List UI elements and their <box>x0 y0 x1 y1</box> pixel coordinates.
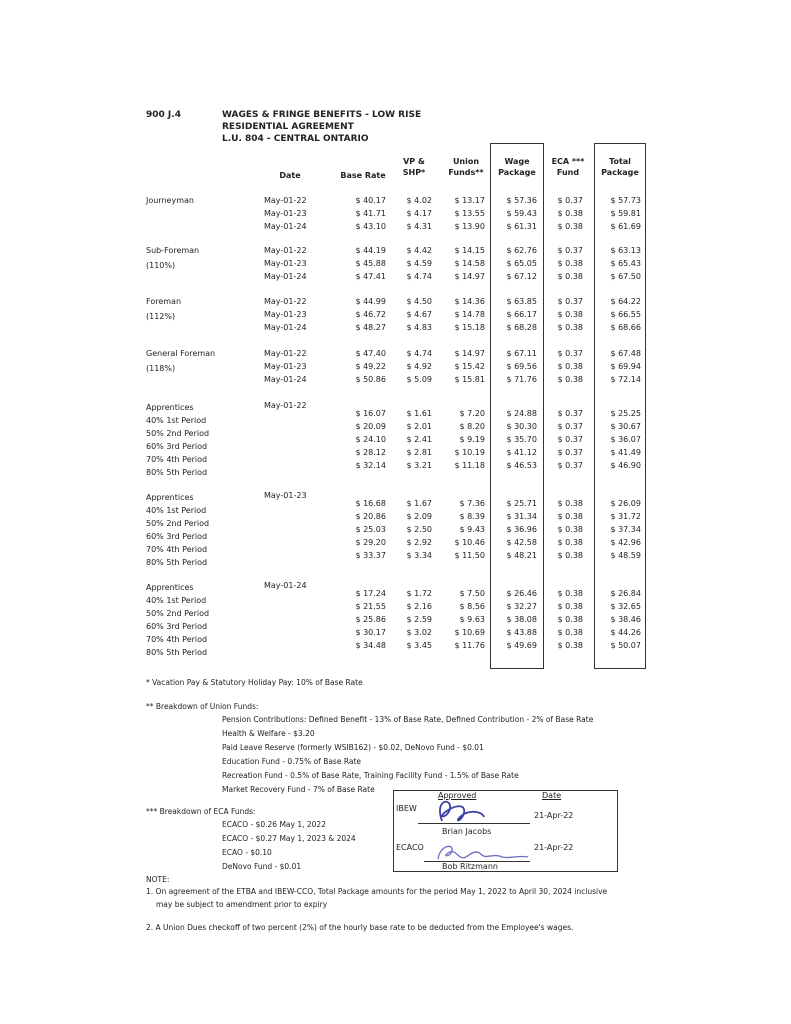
cell-vp: $ 2.50 <box>406 525 432 534</box>
cell-base: $ 41.71 <box>355 209 386 218</box>
row-date: May-01-24 <box>264 323 307 332</box>
row-date: May-01-23 <box>264 209 307 218</box>
cell-eca: $ 0.38 <box>557 628 583 637</box>
cell-base: $ 50.86 <box>355 375 386 384</box>
cell-wp: $ 42.58 <box>506 538 537 547</box>
row-date: May-01-24 <box>264 222 307 231</box>
cell-uf: $ 8.56 <box>459 602 485 611</box>
cell-vp: $ 3.21 <box>406 461 432 470</box>
cell-uf: $ 13.55 <box>454 209 485 218</box>
cell-tp: $ 42.96 <box>610 538 641 547</box>
cell-vp: $ 4.92 <box>406 362 432 371</box>
cell-eca: $ 0.37 <box>557 435 583 444</box>
cell-vp: $ 4.42 <box>406 246 432 255</box>
apprentice-period: 80% 5th Period <box>146 468 208 477</box>
cell-base: $ 44.99 <box>355 297 386 306</box>
note-title: NOTE: <box>146 875 170 884</box>
apprentice-date: May-01-24 <box>264 581 307 590</box>
union-fund-line: Market Recovery Fund - 7% of Base Rate <box>222 785 375 794</box>
cell-base: $ 25.03 <box>355 525 386 534</box>
cell-tp: $ 57.73 <box>610 196 641 205</box>
cell-vp: $ 2.16 <box>406 602 432 611</box>
cell-uf: $ 14.97 <box>454 349 485 358</box>
cell-vp: $ 1.61 <box>406 409 432 418</box>
apprentice-period: 70% 4th Period <box>146 545 208 554</box>
cell-tp: $ 69.94 <box>610 362 641 371</box>
cell-tp: $ 32.65 <box>610 602 641 611</box>
cell-eca: $ 0.37 <box>557 422 583 431</box>
eca-fund-line: ECACO - $0.26 May 1, 2022 <box>222 820 326 829</box>
ibew-signature <box>424 795 534 829</box>
cell-eca: $ 0.38 <box>557 589 583 598</box>
cell-uf: $ 11.76 <box>454 641 485 650</box>
col-base-rate: Base Rate <box>340 171 386 180</box>
cell-tp: $ 65.43 <box>610 259 641 268</box>
cell-wp: $ 49.69 <box>506 641 537 650</box>
col-wage-line2: Package <box>498 168 536 177</box>
ibew-label: IBEW <box>396 804 417 813</box>
cell-wp: $ 25.71 <box>506 499 537 508</box>
cell-wp: $ 66.17 <box>506 310 537 319</box>
cell-eca: $ 0.37 <box>557 448 583 457</box>
group-label: General Foreman <box>146 349 216 358</box>
cell-wp: $ 31.34 <box>506 512 537 521</box>
cell-vp: $ 3.02 <box>406 628 432 637</box>
footnote-vacation: * Vacation Pay & Statutory Holiday Pay: 10% of Base Rate <box>146 678 363 687</box>
cell-vp: $ 2.09 <box>406 512 432 521</box>
cell-vp: $ 5.09 <box>406 375 432 384</box>
cell-eca: $ 0.37 <box>557 246 583 255</box>
cell-wp: $ 36.96 <box>506 525 537 534</box>
cell-wp: $ 61.31 <box>506 222 537 231</box>
cell-vp: $ 4.59 <box>406 259 432 268</box>
footnote-union-title: ** Breakdown of Union Funds: <box>146 702 259 711</box>
document-title-line-3: L.U. 804 - CENTRAL ONTARIO <box>222 134 369 144</box>
apprentice-period: 40% 1st Period <box>146 416 207 425</box>
cell-uf: $ 9.43 <box>459 525 485 534</box>
cell-base: $ 43.10 <box>355 222 386 231</box>
cell-eca: $ 0.38 <box>557 362 583 371</box>
cell-uf: $ 10.46 <box>454 538 485 547</box>
cell-tp: $ 46.90 <box>610 461 641 470</box>
cell-tp: $ 37.34 <box>610 525 641 534</box>
apprentice-period: 50% 2nd Period <box>146 429 210 438</box>
cell-wp: $ 59.43 <box>506 209 537 218</box>
cell-base: $ 48.27 <box>355 323 386 332</box>
cell-base: $ 49.22 <box>355 362 386 371</box>
cell-wp: $ 68.28 <box>506 323 537 332</box>
cell-base: $ 28.12 <box>355 448 386 457</box>
cell-base: $ 32.14 <box>355 461 386 470</box>
cell-vp: $ 3.45 <box>406 641 432 650</box>
approval-box <box>393 790 618 872</box>
cell-base: $ 24.10 <box>355 435 386 444</box>
cell-vp: $ 4.50 <box>406 297 432 306</box>
row-date: May-01-23 <box>264 362 307 371</box>
cell-uf: $ 14.97 <box>454 272 485 281</box>
col-total-line2: Package <box>601 168 639 177</box>
cell-uf: $ 14.15 <box>454 246 485 255</box>
row-date: May-01-24 <box>264 272 307 281</box>
cell-uf: $ 13.17 <box>454 196 485 205</box>
ibew-date: 21-Apr-22 <box>534 811 574 820</box>
apprentice-date: May-01-22 <box>264 401 307 410</box>
cell-eca: $ 0.38 <box>557 602 583 611</box>
cell-wp: $ 71.76 <box>506 375 537 384</box>
cell-eca: $ 0.38 <box>557 259 583 268</box>
group-label: Sub-Foreman <box>146 246 200 255</box>
cell-wp: $ 46.53 <box>506 461 537 470</box>
cell-uf: $ 7.20 <box>459 409 485 418</box>
col-vp-line2: SHP* <box>402 168 426 177</box>
col-union-line1: Union <box>452 157 480 166</box>
cell-uf: $ 14.36 <box>454 297 485 306</box>
cell-tp: $ 67.48 <box>610 349 641 358</box>
cell-wp: $ 30.30 <box>506 422 537 431</box>
cell-uf: $ 13.90 <box>454 222 485 231</box>
col-union-line2: Funds** <box>448 168 484 177</box>
row-date: May-01-22 <box>264 297 307 306</box>
cell-eca: $ 0.38 <box>557 615 583 624</box>
cell-eca: $ 0.37 <box>557 196 583 205</box>
cell-tp: $ 61.69 <box>610 222 641 231</box>
cell-eca: $ 0.38 <box>557 551 583 560</box>
apprentice-label: Apprentices <box>146 583 194 592</box>
cell-base: $ 16.68 <box>355 499 386 508</box>
cell-base: $ 45.88 <box>355 259 386 268</box>
union-fund-line: Education Fund - 0.75% of Base Rate <box>222 757 362 766</box>
row-date: May-01-23 <box>264 259 307 268</box>
row-date: May-01-22 <box>264 349 307 358</box>
cell-base: $ 20.09 <box>355 422 386 431</box>
col-eca-line1: ECA *** <box>551 157 585 166</box>
col-total-line1: Total <box>609 157 631 166</box>
apprentice-period: 50% 2nd Period <box>146 609 210 618</box>
cell-eca: $ 0.37 <box>557 461 583 470</box>
cell-tp: $ 68.66 <box>610 323 641 332</box>
cell-eca: $ 0.38 <box>557 323 583 332</box>
cell-wp: $ 41.12 <box>506 448 537 457</box>
cell-tp: $ 48.59 <box>610 551 641 560</box>
eca-fund-line: DeNovo Fund - $0.01 <box>222 862 302 871</box>
apprentice-period: 70% 4th Period <box>146 455 208 464</box>
cell-vp: $ 2.81 <box>406 448 432 457</box>
cell-vp: $ 4.67 <box>406 310 432 319</box>
cell-tp: $ 25.25 <box>610 409 641 418</box>
cell-tp: $ 50.07 <box>610 641 641 650</box>
cell-wp: $ 65.05 <box>506 259 537 268</box>
cell-base: $ 46.72 <box>355 310 386 319</box>
row-date: May-01-22 <box>264 196 307 205</box>
cell-tp: $ 66.55 <box>610 310 641 319</box>
cell-base: $ 33.37 <box>355 551 386 560</box>
cell-tp: $ 41.49 <box>610 448 641 457</box>
cell-tp: $ 38.46 <box>610 615 641 624</box>
cell-base: $ 29.20 <box>355 538 386 547</box>
cell-vp: $ 1.72 <box>406 589 432 598</box>
cell-eca: $ 0.38 <box>557 375 583 384</box>
union-fund-line: Health & Welfare - $3.20 <box>222 729 315 738</box>
group-label: Foreman <box>146 297 182 306</box>
cell-tp: $ 67.50 <box>610 272 641 281</box>
cell-wp: $ 48.21 <box>506 551 537 560</box>
cell-uf: $ 8.20 <box>459 422 485 431</box>
cell-wp: $ 32.27 <box>506 602 537 611</box>
ecaco-date: 21-Apr-22 <box>534 843 574 852</box>
apprentice-period: 60% 3rd Period <box>146 622 208 631</box>
cell-eca: $ 0.38 <box>557 538 583 547</box>
cell-vp: $ 4.74 <box>406 272 432 281</box>
row-date: May-01-24 <box>264 375 307 384</box>
cell-base: $ 16.07 <box>355 409 386 418</box>
cell-wp: $ 57.36 <box>506 196 537 205</box>
group-sublabel: (118%) <box>146 364 176 373</box>
date-heading: Date <box>542 791 562 800</box>
cell-eca: $ 0.38 <box>557 310 583 319</box>
ibew-signatory-name: Brian Jacobs <box>442 827 492 836</box>
cell-base: $ 47.41 <box>355 272 386 281</box>
cell-eca: $ 0.38 <box>557 209 583 218</box>
cell-wp: $ 63.85 <box>506 297 537 306</box>
cell-wp: $ 26.46 <box>506 589 537 598</box>
col-date: Date <box>279 171 301 180</box>
cell-uf: $ 15.18 <box>454 323 485 332</box>
cell-uf: $ 11.50 <box>454 551 485 560</box>
apprentice-label: Apprentices <box>146 493 194 502</box>
cell-wp: $ 67.12 <box>506 272 537 281</box>
apprentice-period: 50% 2nd Period <box>146 519 210 528</box>
cell-uf: $ 15.42 <box>454 362 485 371</box>
apprentice-period: 60% 3rd Period <box>146 442 208 451</box>
cell-vp: $ 1.67 <box>406 499 432 508</box>
cell-vp: $ 2.41 <box>406 435 432 444</box>
group-label: Journeyman <box>146 196 194 205</box>
cell-uf: $ 14.78 <box>454 310 485 319</box>
cell-tp: $ 44.26 <box>610 628 641 637</box>
cell-eca: $ 0.38 <box>557 525 583 534</box>
cell-tp: $ 31.72 <box>610 512 641 521</box>
cell-uf: $ 9.63 <box>459 615 485 624</box>
cell-uf: $ 7.50 <box>459 589 485 598</box>
apprentice-period: 80% 5th Period <box>146 648 208 657</box>
cell-vp: $ 2.92 <box>406 538 432 547</box>
cell-wp: $ 67.11 <box>506 349 537 358</box>
cell-vp: $ 3.34 <box>406 551 432 560</box>
note-1: 1. On agreement of the ETBA and IBEW-CCO, Total Package amounts for the period May 1, 2022 to April 30, 2024 inclusive <box>146 887 608 896</box>
cell-vp: $ 2.59 <box>406 615 432 624</box>
footnote-eca-title: *** Breakdown of ECA Funds: <box>146 807 256 816</box>
cell-uf: $ 10.19 <box>454 448 485 457</box>
row-date: May-01-22 <box>264 246 307 255</box>
cell-uf: $ 10.69 <box>454 628 485 637</box>
cell-tp: $ 59.81 <box>610 209 641 218</box>
cell-base: $ 17.24 <box>355 589 386 598</box>
cell-vp: $ 4.74 <box>406 349 432 358</box>
ecaco-label: ECACO <box>396 843 424 852</box>
cell-tp: $ 64.22 <box>610 297 641 306</box>
cell-eca: $ 0.37 <box>557 349 583 358</box>
cell-tp: $ 36.07 <box>610 435 641 444</box>
document-code: 900 J.4 <box>146 110 181 120</box>
cell-base: $ 20.86 <box>355 512 386 521</box>
cell-base: $ 30.17 <box>355 628 386 637</box>
apprentice-label: Apprentices <box>146 403 194 412</box>
cell-uf: $ 15.81 <box>454 375 485 384</box>
apprentice-period: 40% 1st Period <box>146 596 207 605</box>
apprentice-period: 80% 5th Period <box>146 558 208 567</box>
cell-tp: $ 26.84 <box>610 589 641 598</box>
cell-base: $ 25.86 <box>355 615 386 624</box>
apprentice-period: 40% 1st Period <box>146 506 207 515</box>
cell-uf: $ 7.36 <box>459 499 485 508</box>
eca-fund-line: ECAO - $0.10 <box>222 848 272 857</box>
ecaco-signatory-name: Bob Ritzmann <box>442 862 498 871</box>
cell-vp: $ 4.31 <box>406 222 432 231</box>
cell-eca: $ 0.38 <box>557 222 583 231</box>
cell-eca: $ 0.38 <box>557 272 583 281</box>
cell-wp: $ 69.56 <box>506 362 537 371</box>
union-fund-line: Paid Leave Reserve (formerly WSIB162) - $0.02, DeNovo Fund - $0.01 <box>222 743 484 752</box>
row-date: May-01-23 <box>264 310 307 319</box>
union-fund-line: Recreation Fund - 0.5% of Base Rate, Training Facility Fund - 1.5% of Base Rate <box>222 771 519 780</box>
cell-tp: $ 63.13 <box>610 246 641 255</box>
cell-tp: $ 26.09 <box>610 499 641 508</box>
cell-uf: $ 9.19 <box>459 435 485 444</box>
cell-base: $ 34.48 <box>355 641 386 650</box>
approved-heading: Approved <box>438 791 477 800</box>
cell-eca: $ 0.38 <box>557 499 583 508</box>
apprentice-date: May-01-23 <box>264 491 307 500</box>
cell-eca: $ 0.38 <box>557 512 583 521</box>
col-vp-line1: VP & <box>403 157 425 166</box>
union-fund-line: Pension Contributions: Defined Benefit - 13% of Base Rate, Defined Contribution - 2% of Base Rate <box>222 715 594 724</box>
cell-eca: $ 0.37 <box>557 297 583 306</box>
cell-uf: $ 14.58 <box>454 259 485 268</box>
document-title-line-1: WAGES & FRINGE BENEFITS - LOW RISE <box>222 110 422 120</box>
cell-base: $ 44.19 <box>355 246 386 255</box>
col-eca-line2: Fund <box>556 168 580 177</box>
cell-vp: $ 4.17 <box>406 209 432 218</box>
cell-wp: $ 62.76 <box>506 246 537 255</box>
cell-wp: $ 43.88 <box>506 628 537 637</box>
ecaco-signature <box>432 839 542 865</box>
cell-base: $ 21.55 <box>355 602 386 611</box>
cell-base: $ 47.40 <box>355 349 386 358</box>
cell-wp: $ 38.08 <box>506 615 537 624</box>
cell-vp: $ 4.02 <box>406 196 432 205</box>
cell-wp: $ 35.70 <box>506 435 537 444</box>
cell-eca: $ 0.37 <box>557 409 583 418</box>
cell-tp: $ 30.67 <box>610 422 641 431</box>
cell-tp: $ 72.14 <box>610 375 641 384</box>
cell-uf: $ 8.39 <box>459 512 485 521</box>
cell-base: $ 40.17 <box>355 196 386 205</box>
apprentice-period: 60% 3rd Period <box>146 532 208 541</box>
group-sublabel: (112%) <box>146 312 176 321</box>
cell-vp: $ 2.01 <box>406 422 432 431</box>
cell-uf: $ 11.18 <box>454 461 485 470</box>
group-sublabel: (110%) <box>146 261 176 270</box>
apprentice-period: 70% 4th Period <box>146 635 208 644</box>
cell-vp: $ 4.83 <box>406 323 432 332</box>
col-wage-line1: Wage <box>504 157 530 166</box>
eca-fund-line: ECACO - $0.27 May 1, 2023 & 2024 <box>222 834 356 843</box>
note-2: 2. A Union Dues checkoff of two percent (2%) of the hourly base rate to be deducted from the Employee's wages. <box>146 923 574 932</box>
note-1-continued: may be subject to amendment prior to expiry <box>156 900 328 909</box>
document-title-line-2: RESIDENTIAL AGREEMENT <box>222 122 354 132</box>
cell-wp: $ 24.88 <box>506 409 537 418</box>
cell-eca: $ 0.38 <box>557 641 583 650</box>
